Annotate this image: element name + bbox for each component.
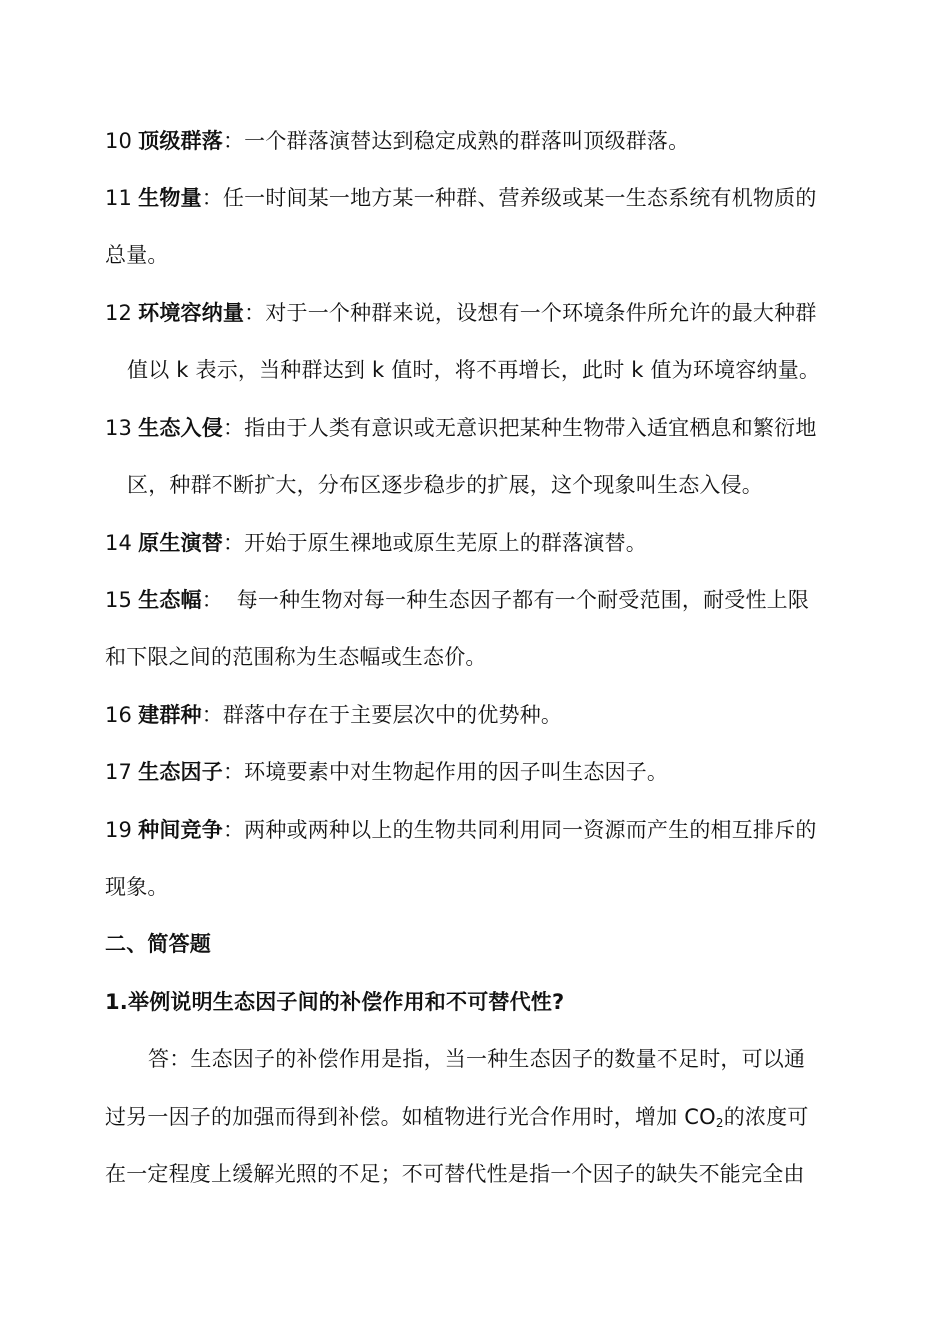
entry-term: 生态入侵	[138, 416, 223, 440]
entry-19-continuation: 现象。	[105, 875, 169, 899]
entry-definition: ：任一时间某一地方某一种群、营养级或某一生态系统有机物质的	[201, 186, 817, 210]
entry-term: 原生演替	[138, 531, 223, 555]
entry-15-continuation: 和下限之间的范围称为生态幅或生态价。	[105, 645, 487, 669]
section-heading: 二、简答题	[105, 932, 211, 956]
entry-number: 10	[105, 129, 133, 153]
entry-number: 12	[105, 301, 133, 325]
question-title: 1.举例说明生态因子间的补偿作用和不可替代性?	[105, 990, 565, 1014]
entry-12	[105, 298, 817, 328]
entry-14	[105, 528, 647, 558]
entry-term: 环境容纳量	[138, 301, 245, 325]
entry-definition: ：两种或两种以上的生物共同利用同一资源而产生的相互排斥的	[222, 818, 817, 842]
entry-definition: ：环境要素中对生物起作用的因子叫生态因子。	[222, 760, 669, 784]
entry-term: 生物量	[138, 186, 202, 210]
subscript: 2	[715, 1116, 724, 1130]
answer-line-2	[105, 1102, 809, 1138]
entry-number: 11	[105, 186, 133, 210]
answer-text: 过另一因子的加强而得到补偿。如植物进行光合作用时，增加 CO	[105, 1105, 716, 1129]
entry-term: 建群种	[138, 703, 202, 727]
entry-definition: ：指由于人类有意识或无意识把某种生物带入适宜栖息和繁衍地	[222, 416, 817, 440]
entry-13-continuation: 区，种群不断扩大，分布区逐步稳步的扩展，这个现象叫生态入侵。	[127, 473, 763, 497]
entry-number: 13	[105, 416, 133, 440]
entry-16	[105, 700, 562, 730]
entry-11-continuation: 总量。	[105, 243, 169, 267]
entry-number: 19	[105, 818, 133, 842]
entry-definition: ：开始于原生裸地或原生芜原上的群落演替。	[222, 531, 647, 555]
entry-13	[105, 413, 817, 443]
entry-term: 生态幅	[138, 588, 202, 612]
entry-17	[105, 757, 668, 787]
answer-line-1: 答：生态因子的补偿作用是指，当一种生态因子的数量不足时，可以通	[148, 1047, 806, 1071]
entry-number: 15	[105, 588, 133, 612]
entry-definition: ： 每一种生物对每一种生态因子都有一个耐受范围，耐受性上限	[201, 588, 810, 612]
entry-12-continuation: 值以 k 表示，当种群达到 k 值时，将不再增长，此时 k 值为环境容纳量。	[127, 358, 821, 382]
entry-definition: ：群落中存在于主要层次中的优势种。	[201, 703, 563, 727]
entry-number: 16	[105, 703, 133, 727]
answer-text: 的浓度可	[723, 1105, 809, 1129]
entry-term: 种间竞争	[138, 818, 223, 842]
answer-line-3: 在一定程度上缓解光照的不足；不可替代性是指一个因子的缺失不能完全由	[105, 1162, 805, 1186]
entry-11	[105, 183, 817, 213]
entry-definition: ：对于一个种群来说，设想有一个环境条件所允许的最大种群	[244, 301, 817, 325]
entry-15	[105, 585, 809, 615]
entry-19	[105, 815, 817, 845]
entry-10	[105, 126, 689, 156]
entry-term: 生态因子	[138, 760, 223, 784]
entry-term: 顶级群落	[138, 129, 223, 153]
entry-number: 14	[105, 531, 133, 555]
entry-definition: ：一个群落演替达到稳定成熟的群落叫顶级群落。	[222, 129, 690, 153]
entry-number: 17	[105, 760, 133, 784]
